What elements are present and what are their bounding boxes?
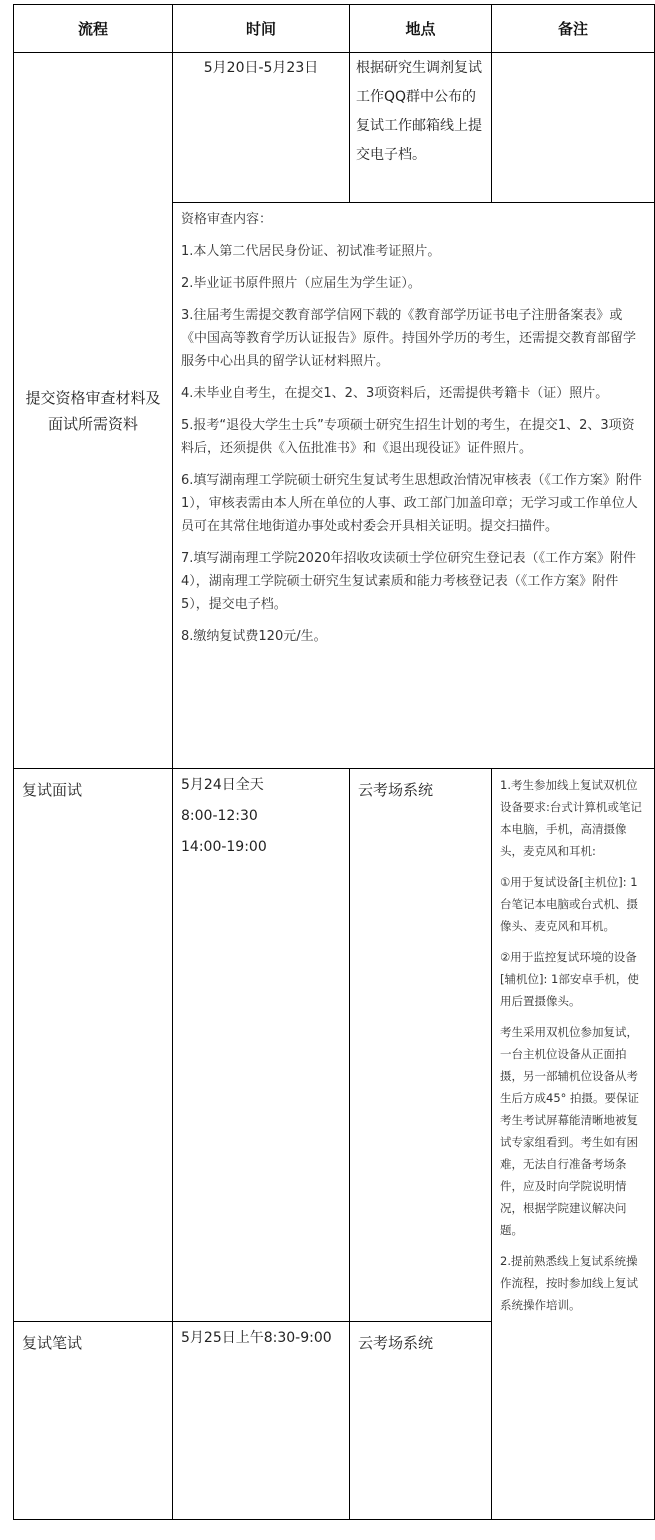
header-process: 流程 — [14, 5, 173, 53]
note-item: ②用于监控复试环境的设备[辅机位]: 1部安卓手机，使用后置摄像头。 — [500, 950, 639, 1008]
note-item: 2.提前熟悉线上复试系统操作流程，按时参加线上复试系统操作培训。 — [500, 1254, 638, 1312]
header-remarks: 备注 — [492, 5, 655, 53]
requirement-item: 8.缴纳复试费120元/生。 — [181, 629, 327, 644]
requirement-item: 3.往届考生需提交教育部学信网下载的《教育部学历证书电子注册备案表》或《中国高等教育学历认证报告》原件。持国外学历的考生，还需提交教育部留学服务中心出具的留学认证材料照片。 — [181, 308, 637, 369]
stage1-location: 根据研究生调剂复试工作QQ群中公布的复试工作邮箱线上提交电子档。 — [350, 53, 492, 203]
requirement-item: 7.填写湖南理工学院2020年招收攻读硕士学位研究生登记表（《工作方案》附件4），湖南理工学院硕士研究生复试素质和能力考核登记表（《工作方案》附件5），提交电子档。 — [181, 551, 636, 612]
stage1-name: 提交资格审查材料及面试所需资料 — [14, 53, 173, 769]
remarks-notes — [492, 769, 655, 1520]
requirements-title: 资格审查内容： — [181, 212, 273, 227]
requirement-item: 1.本人第二代居民身份证、初试准考证照片。 — [181, 244, 441, 259]
stage1-remarks — [492, 53, 655, 203]
stage3-time: 5月25日上午8:30-9:00 — [173, 1322, 350, 1520]
stage2-date: 5月24日全天 — [181, 777, 264, 793]
note-item: 1.考生参加线上复试双机位设备要求:台式计算机或笔记本电脑，手机，高清摄像头，麦克风和耳机: — [500, 778, 642, 858]
requirement-item: 5.报考“退役大学生士兵”专项硕士研究生招生计划的考生，在提交1、2、3项资料后，还须提供《入伍批准书》和《退出现役证》证件照片。 — [181, 418, 635, 456]
stage1-time: 5月20日-5月23日 — [173, 53, 350, 203]
requirement-item: 6.填写湖南理工学院硕士研究生复试考生思想政治情况审核表（《工作方案》附件1），审核表需由本人所在单位的人事、政工部门加盖印章；无学习或工作单位人员可在其常住地街道办事处或村委会开具相关证明。提交扫描件。 — [181, 473, 642, 534]
note-item: 考生采用双机位参加复试，一台主机位设备从正面拍摄，另一部辅机位设备从考生后方成45° 拍摄。要保证考生考试屏幕能清晰地被复试专家组看到。考生如有困难，无法自行准备考场条件，应及时向学院说明情况，根据学院建议解决问题。 — [500, 1025, 640, 1237]
header-time: 时间 — [173, 5, 350, 53]
stage2-time-afternoon: 14:00-19:00 — [181, 839, 267, 855]
header-location: 地点 — [350, 5, 492, 53]
stage1-row — [14, 53, 655, 203]
stage2-row — [14, 769, 655, 1322]
header-row — [14, 5, 655, 53]
requirement-item: 4.未毕业自考生，在提交1、2、3项资料后，还需提供考籍卡（证）照片。 — [181, 386, 609, 401]
stage2-name: 复试面试 — [14, 769, 173, 1322]
stage2-time-morning: 8:00-12:30 — [181, 808, 258, 824]
note-item: ①用于复试设备[主机位]: 1台笔记本电脑或台式机、摄像头、麦克风和耳机。 — [500, 875, 638, 933]
stage2-location: 云考场系统 — [350, 769, 492, 1322]
stage3-location: 云考场系统 — [350, 1322, 492, 1520]
stage2-time — [173, 769, 350, 1322]
schedule-table — [13, 4, 655, 1520]
stage3-name: 复试笔试 — [14, 1322, 173, 1520]
requirements-cell — [173, 203, 655, 769]
requirement-item: 2.毕业证书原件照片（应届生为学生证）。 — [181, 276, 421, 291]
